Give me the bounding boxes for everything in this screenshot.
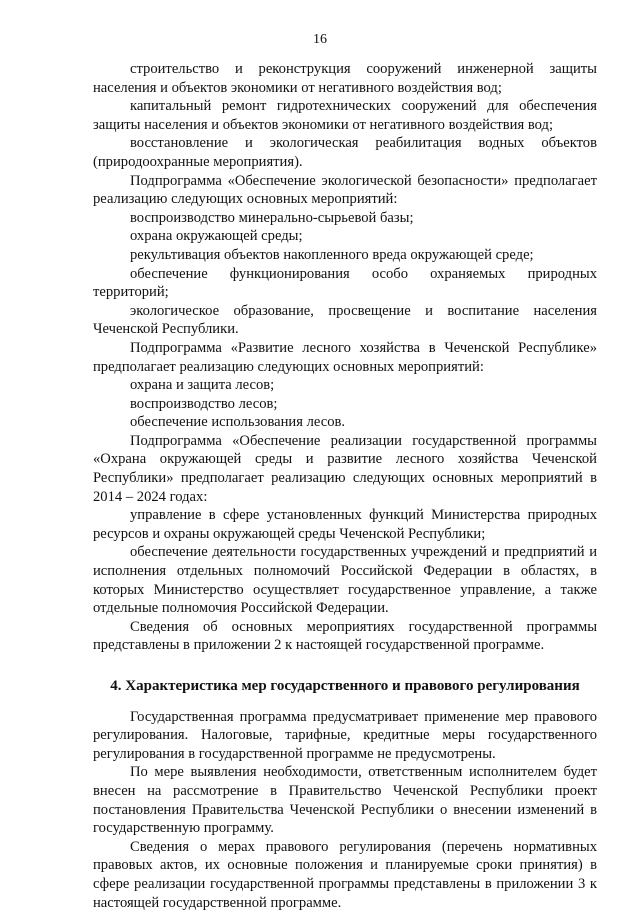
list-item: обеспечение функционирования особо охраняемых природных территорий; xyxy=(93,265,597,301)
paragraph: строительство и реконструкция сооружений инженерной защиты населения и объектов экономики от негативного воздействия вод; xyxy=(93,61,597,96)
paragraph: Сведения о мерах правового регулирования (перечень нормативных правовых актов, их основные положения и планируемые сроки принятия) в сфере реализации государственной программы представлены в приложении 3 к настоящей государственной программе. xyxy=(93,838,597,911)
body-text xyxy=(93,60,597,912)
list-item: воспроизводство минерально-сырьевой базы; xyxy=(130,209,414,226)
list-item: воспроизводство лесов; xyxy=(130,395,278,412)
list-item: охрана окружающей среды; xyxy=(130,228,303,245)
section-heading: 4. Характеристика мер государственного и правового регулирования xyxy=(110,678,580,694)
list-item: обеспечение использования лесов. xyxy=(130,414,346,431)
paragraph: Сведения об основных мероприятиях государственной программы представлены в приложении 2 к настоящей государственной программе. xyxy=(93,618,597,654)
paragraph: Государственная программа предусматривает применение мер правового регулирования. Налоговые, тарифные, кредитные меры государственного регулирования в государственной программе не предусмотрены. xyxy=(93,708,597,762)
list-item: охрана и защита лесов; xyxy=(130,377,275,394)
paragraph: капитальный ремонт гидротехнических сооружений для обеспечения защиты населения и объектов экономики от негативного воздействия вод; xyxy=(93,98,597,133)
paragraph: Подпрограмма «Обеспечение реализации государственной программы «Охрана окружающей среды и развитие лесного хозяйства Чеченской Республики» предполагает реализацию следующих основных мероприятий в 2014 – 2024 годах: xyxy=(93,432,597,505)
page-number: 16 xyxy=(313,32,327,47)
paragraph: Подпрограмма «Развитие лесного хозяйства в Чеченской Республике» предполагает реализацию следующих основных мероприятий: xyxy=(93,339,597,375)
list-item: управление в сфере установленных функций Министерства природных ресурсов и охраны окружающей среды Чеченской Республики; xyxy=(93,507,597,542)
paragraph: восстановление и экологическая реабилитация водных объектов (природоохранные мероприятия). xyxy=(93,135,597,170)
paragraph: Подпрограмма «Обеспечение экологической безопасности» предполагает реализацию следующих основных мероприятий: xyxy=(93,172,597,208)
paragraph: По мере выявления необходимости, ответственным исполнителем будет внесен на рассмотрение в Правительство Чеченской Республики проект постановления Правительства Чеченской Республики о внесении изменений в государственную программу. xyxy=(93,764,597,837)
list-item: рекультивация объектов накопленного вреда окружающей среде; xyxy=(130,246,534,263)
list-item: экологическое образование, просвещение и воспитание населения Чеченской Республики. xyxy=(93,302,597,338)
list-item: обеспечение деятельности государственных учреждений и предприятий и исполнения отдельных полномочий Российской Федерации в областях, в которых Министерство осуществляет государственное управление, а также отдельные полномочия Российской Федерации. xyxy=(93,544,597,617)
